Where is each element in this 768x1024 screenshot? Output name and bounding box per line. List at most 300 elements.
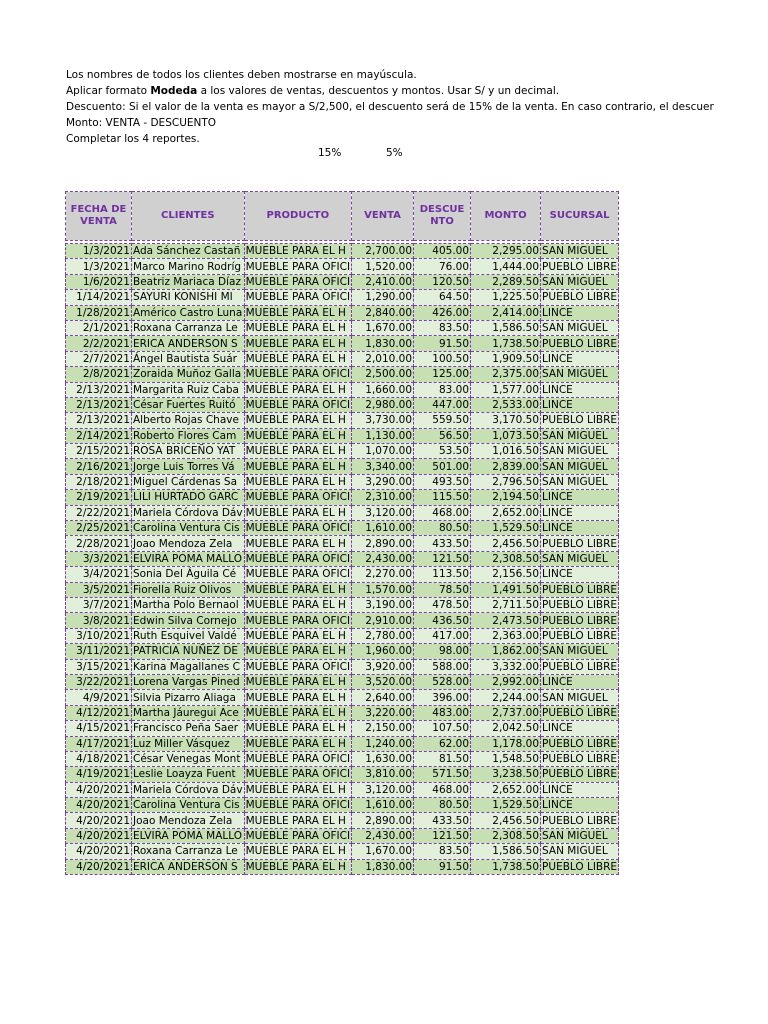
cell-venta[interactable]: 1,660.00 [352,382,414,397]
cell-descuento[interactable]: 433.50 [414,536,471,551]
cell-sucursal[interactable]: SAN MIGUEL [541,320,619,335]
cell-descuento[interactable]: 121.50 [414,828,471,843]
cell-descuento[interactable]: 78.50 [414,582,471,597]
cell-monto[interactable]: 2,839.00 [471,459,541,474]
cell-monto[interactable]: 1,529.50 [471,798,541,813]
cell-venta[interactable]: 3,520.00 [352,674,414,689]
cell-monto[interactable]: 2,796.50 [471,474,541,489]
cell-cliente[interactable]: Lorena Vargas Pined [132,674,245,689]
cell-sucursal[interactable]: SAN MIGUEL [541,551,619,566]
cell-descuento[interactable]: 483.00 [414,705,471,720]
cell-monto[interactable]: 2,456.50 [471,813,541,828]
cell-cliente[interactable]: Américo Castro Luna [133,306,243,319]
cell-venta[interactable]: 3,810.00 [352,767,414,782]
cell-sucursal[interactable]: LINCE [541,382,619,397]
cell-cliente[interactable]: Alberto Rojas Chave [132,413,245,428]
cell-sucursal[interactable]: SAN MIGUEL [541,367,619,382]
cell-descuento[interactable]: 417.00 [414,628,471,643]
cell-fecha[interactable]: 2/28/2021 [66,536,132,551]
header-fecha[interactable]: FECHA DE VENTA [66,192,132,241]
cell-cliente[interactable]: PATRICIA NUÑEZ DE [132,644,245,659]
cell-descuento[interactable]: 396.00 [414,690,471,705]
cell-venta[interactable]: 2,150.00 [352,721,414,736]
cell-descuento[interactable]: 98.00 [414,644,471,659]
cell-fecha[interactable]: 4/19/2021 [66,767,132,782]
cell-monto[interactable]: 1,073.50 [471,428,541,443]
cell-producto[interactable]: MUEBLE PARA EL H [244,413,351,428]
cell-cliente[interactable]: Silvia Pizarro Aliaga [132,690,245,705]
cell-venta[interactable]: 1,130.00 [352,428,414,443]
cell-sucursal[interactable]: SAN MIGUEL [541,474,619,489]
cell-venta[interactable]: 1,070.00 [352,444,414,459]
cell-producto[interactable]: MUEBLE PARA EL H [244,305,351,320]
cell-fecha[interactable]: 3/8/2021 [66,613,132,628]
cell-monto[interactable]: 2,375.00 [471,367,541,382]
cell-venta[interactable]: 2,980.00 [352,397,414,412]
cell-monto[interactable]: 2,737.00 [471,705,541,720]
cell-cliente[interactable]: Jorge Luis Torres Vá [132,459,245,474]
cell-fecha[interactable]: 3/4/2021 [66,567,132,582]
cell-venta[interactable]: 1,610.00 [352,798,414,813]
cell-fecha[interactable]: 3/7/2021 [66,597,132,612]
cell-fecha[interactable]: 2/13/2021 [66,397,132,412]
cell-sucursal[interactable]: PUEBLO LIBRE [542,753,618,766]
cell-producto[interactable]: MUEBLE PARA OFICI [245,660,351,673]
cell-producto[interactable]: MUEBLE PARA EL H [244,320,351,335]
cell-descuento[interactable]: 115.50 [414,490,471,505]
cell-venta[interactable]: 1,960.00 [352,644,414,659]
cell-descuento[interactable]: 56.50 [414,428,471,443]
cell-monto[interactable]: 2,308.50 [471,828,541,843]
cell-descuento[interactable]: 436.50 [414,613,471,628]
cell-producto[interactable]: MUEBLE PARA OFICI [245,275,351,288]
cell-descuento[interactable]: 405.00 [414,244,471,259]
cell-sucursal[interactable]: LINCE [541,505,619,520]
cell-cliente[interactable]: SAYURI KONISHI MI [132,290,245,305]
cell-producto[interactable]: MUEBLE PARA EL H [244,705,351,720]
instruction-line-5: Completar los 4 reportes. [66,133,200,145]
cell-fecha[interactable]: 2/16/2021 [66,459,132,474]
cell-fecha[interactable]: 2/2/2021 [66,336,132,351]
cell-sucursal[interactable]: SAN MIGUEL [541,274,619,289]
cell-cliente[interactable]: LILI HURTADO GARC [132,490,245,505]
cell-descuento[interactable]: 81.50 [414,751,471,766]
cell-producto[interactable]: MUEBLE PARA EL H [244,690,351,705]
cell-sucursal[interactable]: LINCE [541,521,619,536]
cell-sucursal[interactable]: LINCE [541,305,619,320]
cell-fecha[interactable]: 2/1/2021 [66,320,132,335]
cell-monto[interactable]: 2,289.50 [471,274,541,289]
cell-cliente[interactable]: Ángel Bautista Suár [132,351,245,366]
cell-sucursal[interactable]: PUEBLO LIBRE [542,414,618,427]
cell-sucursal[interactable]: SAN MIGUEL [541,444,619,459]
cell-descuento[interactable]: 447.00 [414,397,471,412]
cell-cliente[interactable]: Mariela Córdova Dáv [133,506,243,519]
header-clientes[interactable]: CLIENTES [132,192,245,241]
cell-producto[interactable]: MUEBLE PARA EL H [244,428,351,443]
cell-fecha[interactable]: 4/18/2021 [66,751,132,766]
cell-venta[interactable]: 2,700.00 [352,244,414,259]
cell-descuento[interactable]: 528.00 [414,674,471,689]
cell-producto[interactable]: MUEBLE PARA EL H [244,736,351,751]
cell-monto[interactable]: 1,586.50 [471,320,541,335]
cell-venta[interactable]: 2,430.00 [352,828,414,843]
cell-producto[interactable]: MUEBLE PARA EL H [244,351,351,366]
cell-descuento[interactable]: 53.50 [414,444,471,459]
cell-descuento[interactable]: 120.50 [414,274,471,289]
cell-cliente[interactable]: Miguel Cárdenas Sa [132,474,245,489]
cell-venta[interactable]: 2,890.00 [352,536,414,551]
cell-venta[interactable]: 1,670.00 [352,844,414,859]
cell-cliente[interactable]: Luz Miller Vásquez [132,736,245,751]
cell-sucursal[interactable]: LINCE [541,798,619,813]
cell-venta[interactable]: 3,730.00 [352,413,414,428]
cell-monto[interactable]: 1,225.50 [471,290,541,305]
cell-venta[interactable]: 1,290.00 [352,290,414,305]
cell-cliente[interactable]: ROSA BRICEÑO YAT [132,444,245,459]
cell-venta[interactable]: 3,340.00 [352,459,414,474]
cell-sucursal[interactable]: LINCE [541,351,619,366]
cell-venta[interactable]: 2,890.00 [352,813,414,828]
cell-cliente[interactable]: Marco Marino Rodríg [132,259,245,274]
cell-venta[interactable]: 2,010.00 [352,351,414,366]
table-row [66,521,619,536]
cell-monto[interactable]: 2,295.00 [471,244,541,259]
cell-monto[interactable]: 1,738.50 [471,859,541,874]
cell-monto[interactable]: 2,156.50 [471,567,541,582]
cell-fecha[interactable]: 2/22/2021 [66,505,132,520]
cell-producto[interactable]: MUEBLE PARA OFICI [245,260,351,273]
cell-cliente[interactable]: Zoraida Muñoz Galla [132,367,245,382]
cell-venta[interactable]: 1,570.00 [352,582,414,597]
cell-monto[interactable]: 1,529.50 [471,521,541,536]
cell-producto[interactable]: MUEBLE PARA OFICI [245,553,351,565]
cell-descuento[interactable]: 121.50 [414,551,471,566]
cell-fecha[interactable]: 3/22/2021 [66,674,132,689]
cell-producto[interactable]: MUEBLE PARA EL H [244,597,351,612]
cell-venta[interactable]: 3,120.00 [352,505,414,520]
cell-producto[interactable]: MUEBLE PARA EL H [244,859,351,874]
cell-sucursal[interactable]: PUEBLO LIBRE [542,629,618,642]
cell-producto[interactable]: MUEBLE PARA EL H [244,474,351,489]
cell-sucursal[interactable]: PUEBLO LIBRE [542,599,618,612]
cell-fecha[interactable]: 2/14/2021 [66,428,132,443]
cell-fecha[interactable]: 1/3/2021 [66,259,132,274]
cell-fecha[interactable]: 1/3/2021 [66,244,132,259]
cell-monto[interactable]: 1,548.50 [471,751,541,766]
cell-cliente[interactable]: ELVIRA POMA MALLO [132,551,245,566]
cell-cliente[interactable]: Ruth Esquivel Valdé [132,628,245,643]
percent-low-cell[interactable]: 5% [386,147,403,159]
cell-venta[interactable]: 1,610.00 [352,521,414,536]
cell-fecha[interactable]: 4/20/2021 [66,828,132,843]
cell-sucursal[interactable]: SAN MIGUEL [541,244,619,259]
cell-producto[interactable]: MUEBLE PARA OFICI [245,368,351,381]
cell-monto[interactable]: 2,194.50 [471,490,541,505]
cell-producto[interactable]: MUEBLE PARA OFICI [245,399,351,412]
cell-monto[interactable]: 3,170.50 [471,413,541,428]
cell-cliente[interactable]: Martha Jáuregui Ace [132,705,245,720]
cell-fecha[interactable]: 2/7/2021 [66,351,132,366]
cell-descuento[interactable]: 468.00 [414,782,471,797]
cell-venta[interactable]: 1,240.00 [352,736,414,751]
cell-fecha[interactable]: 4/9/2021 [66,690,132,705]
cell-sucursal[interactable]: LINCE [541,782,619,797]
cell-sucursal[interactable]: PUEBLO LIBRE [542,337,618,350]
cell-producto[interactable]: MUEBLE PARA OFICI [245,799,351,812]
cell-venta[interactable]: 2,270.00 [352,567,414,582]
header-producto[interactable]: PRODUCTO [244,192,351,241]
cell-monto[interactable]: 1,862.00 [471,644,541,659]
cell-venta[interactable]: 1,670.00 [352,320,414,335]
cell-monto[interactable]: 1,444.00 [471,259,541,274]
cell-descuento[interactable]: 83.00 [414,382,471,397]
cell-fecha[interactable]: 2/18/2021 [66,474,132,489]
cell-descuento[interactable]: 62.00 [414,736,471,751]
cell-monto[interactable]: 1,016.50 [471,444,541,459]
cell-sucursal[interactable]: SAN MIGUEL [541,828,619,843]
cell-monto[interactable]: 2,711.50 [471,597,541,612]
cell-cliente[interactable]: César Venegas Mont [132,751,245,766]
cell-fecha[interactable]: 2/19/2021 [66,490,132,505]
cell-cliente[interactable]: Leslie Loayza Fuent [132,767,245,782]
cell-venta[interactable]: 1,830.00 [352,336,414,351]
cell-producto[interactable]: MUEBLE PARA EL H [244,382,351,397]
cell-monto[interactable]: 2,414.00 [471,305,541,320]
cell-cliente[interactable]: Ada Sánchez Castañ [132,244,245,259]
cell-sucursal[interactable]: SAN MIGUEL [541,428,619,443]
cell-cliente[interactable]: Joao Mendoza Zela [132,813,245,828]
cell-producto[interactable]: MUEBLE PARA OFICI [245,614,351,627]
cell-producto[interactable]: MUEBLE PARA EL H [244,459,351,474]
cell-fecha[interactable]: 2/13/2021 [66,382,132,397]
cell-monto[interactable]: 2,533.00 [471,397,541,412]
cell-sucursal[interactable]: PUEBLO LIBRE [542,583,618,596]
cell-monto[interactable]: 1,738.50 [471,336,541,351]
cell-venta[interactable]: 2,910.00 [352,613,414,628]
cell-fecha[interactable]: 4/17/2021 [66,736,132,751]
cell-sucursal[interactable]: PUEBLO LIBRE [542,614,618,627]
cell-sucursal[interactable]: PUEBLO LIBRE [542,768,618,781]
cell-producto[interactable]: MUEBLE PARA EL H [244,505,351,520]
cell-descuento[interactable]: 83.50 [414,320,471,335]
cell-sucursal[interactable]: PUEBLO LIBRE [542,260,618,273]
cell-monto[interactable]: 2,992.00 [471,674,541,689]
cell-descuento[interactable]: 83.50 [414,844,471,859]
cell-descuento[interactable]: 91.50 [414,859,471,874]
cell-cliente[interactable]: Fiorella Ruiz Olivos [132,582,245,597]
cell-producto[interactable]: MUEBLE PARA EL H [244,336,351,351]
cell-sucursal[interactable]: LINCE [541,490,619,505]
cell-sucursal[interactable]: PUEBLO LIBRE [542,737,618,750]
cell-fecha[interactable]: 4/20/2021 [66,798,132,813]
cell-sucursal[interactable]: PUEBLO LIBRE [542,291,618,304]
cell-sucursal[interactable]: LINCE [541,567,619,582]
cell-fecha[interactable]: 4/20/2021 [66,844,132,859]
cell-sucursal[interactable]: PUEBLO LIBRE [542,660,618,673]
cell-producto[interactable]: MUEBLE PARA EL H [244,444,351,459]
cell-descuento[interactable]: 478.50 [414,597,471,612]
cell-fecha[interactable]: 4/20/2021 [66,813,132,828]
cell-producto[interactable]: MUEBLE PARA OFICI [245,753,351,766]
cell-fecha[interactable]: 2/25/2021 [66,521,132,536]
cell-descuento[interactable]: 113.50 [414,567,471,582]
cell-venta[interactable]: 2,640.00 [352,690,414,705]
cell-cliente[interactable]: Karina Magallanes C [132,659,245,674]
header-sucursal[interactable]: SUCURSAL [541,192,619,241]
cell-cliente[interactable]: Edwin Silva Cornejo [132,613,245,628]
cell-sucursal[interactable]: SAN MIGUEL [541,644,619,659]
cell-sucursal[interactable]: SAN MIGUEL [541,844,619,859]
cell-monto[interactable]: 2,308.50 [471,551,541,566]
cell-cliente[interactable]: Beatriz Mariaca Díaz [132,274,245,289]
cell-venta[interactable]: 2,430.00 [352,551,414,566]
cell-fecha[interactable]: 1/14/2021 [66,290,132,305]
cell-monto[interactable]: 3,332.00 [471,659,541,674]
cell-monto[interactable]: 2,652.00 [471,782,541,797]
cell-monto[interactable]: 2,652.00 [471,505,541,520]
cell-monto[interactable]: 3,238.50 [471,767,541,782]
cell-producto[interactable]: MUEBLE PARA EL H [244,582,351,597]
cell-fecha[interactable]: 3/11/2021 [66,644,132,659]
cell-venta[interactable]: 2,840.00 [352,305,414,320]
cell-fecha[interactable]: 2/8/2021 [66,367,132,382]
cell-venta[interactable]: 2,780.00 [352,628,414,643]
cell-monto[interactable]: 1,909.50 [471,351,541,366]
cell-cliente[interactable]: Martha Polo Bernaol [132,597,245,612]
cell-producto[interactable]: MUEBLE PARA OFICI [245,830,351,843]
cell-monto[interactable]: 1,586.50 [471,844,541,859]
cell-fecha[interactable]: 4/15/2021 [66,721,132,736]
cell-producto[interactable]: MUEBLE PARA OFICI [245,768,351,781]
cell-producto[interactable]: MUEBLE PARA OFICI [245,568,351,581]
header-descuento[interactable]: DESCUE NTO [414,192,471,241]
cell-monto[interactable]: 2,042.50 [471,721,541,736]
cell-venta[interactable]: 2,410.00 [352,274,414,289]
cell-venta[interactable]: 3,290.00 [352,474,414,489]
cell-sucursal[interactable]: SAN MIGUEL [541,459,619,474]
cell-descuento[interactable]: 91.50 [414,336,471,351]
cell-fecha[interactable]: 3/3/2021 [66,551,132,566]
cell-cliente[interactable]: Sonia Del Águila Cé [132,567,245,582]
cell-descuento[interactable]: 588.00 [414,659,471,674]
cell-sucursal[interactable]: PUEBLO LIBRE [542,814,618,827]
cell-descuento[interactable]: 468.00 [414,505,471,520]
cell-descuento[interactable]: 559.50 [414,413,471,428]
cell-cliente[interactable]: Roberto Flores Cam [132,428,245,443]
cell-sucursal[interactable]: PUEBLO LIBRE [542,537,618,550]
cell-producto[interactable]: MUEBLE PARA EL H [244,844,351,859]
cell-sucursal[interactable]: SAN MIGUEL [541,690,619,705]
cell-monto[interactable]: 2,244.00 [471,690,541,705]
cell-producto[interactable]: MUEBLE PARA EL H [244,536,351,551]
instruction-line-2: Aplicar formato Modeda a los valores de ventas, descuentos y montos. Usar S/ y un decimal. [66,85,560,97]
cell-monto[interactable]: 1,178.00 [471,736,541,751]
cell-sucursal[interactable]: LINCE [541,397,619,412]
header-venta[interactable]: VENTA [352,192,414,241]
cell-producto[interactable]: MUEBLE PARA EL H [244,628,351,643]
cell-producto[interactable]: MUEBLE PARA EL H [244,644,351,659]
cell-descuento[interactable]: 107.50 [414,721,471,736]
cell-producto[interactable]: MUEBLE PARA EL H [244,721,351,736]
cell-sucursal[interactable]: PUEBLO LIBRE [542,706,618,719]
cell-cliente[interactable]: Margarita Ruiz Caba [132,382,245,397]
cell-producto[interactable]: MUEBLE PARA OFICI [245,291,351,304]
cell-fecha[interactable]: 3/15/2021 [66,659,132,674]
cell-cliente[interactable]: Carolina Ventura Cis [132,521,245,536]
table-row [66,721,619,736]
cell-sucursal[interactable]: LINCE [541,721,619,736]
cell-descuento[interactable]: 76.00 [414,259,471,274]
cell-monto[interactable]: 2,363.00 [471,628,541,643]
cell-fecha[interactable]: 4/12/2021 [66,705,132,720]
cell-cliente[interactable]: César Fuertes Ruitó [132,397,245,412]
cell-cliente[interactable]: ELVIRA POMA MALLO [132,828,245,843]
cell-fecha[interactable]: 3/5/2021 [66,582,132,597]
cell-fecha[interactable]: 3/10/2021 [66,628,132,643]
cell-venta[interactable]: 1,830.00 [352,859,414,874]
cell-producto[interactable]: MUEBLE PARA EL H [244,813,351,828]
cell-descuento[interactable]: 426.00 [414,305,471,320]
cell-monto[interactable]: 1,577.00 [471,382,541,397]
cell-descuento[interactable]: 125.00 [414,367,471,382]
cell-sucursal[interactable]: LINCE [541,674,619,689]
cell-venta[interactable]: 3,190.00 [352,597,414,612]
cell-descuento[interactable]: 433.50 [414,813,471,828]
cell-venta[interactable]: 2,500.00 [352,367,414,382]
cell-descuento[interactable]: 493.50 [414,474,471,489]
cell-cliente[interactable]: Carolina Ventura Cis [132,798,245,813]
cell-fecha[interactable]: 1/6/2021 [66,274,132,289]
cell-venta[interactable]: 1,520.00 [352,259,414,274]
cell-cliente[interactable]: ERICA ANDERSON S [132,859,245,874]
cell-cliente[interactable]: Roxana Carranza Le [132,320,245,335]
cell-cliente[interactable]: Mariela Córdova Dáv [133,783,243,796]
cell-cliente[interactable]: Francisco Peña Saer [132,721,245,736]
cell-cliente[interactable]: Roxana Carranza Le [132,844,245,859]
cell-venta[interactable]: 3,920.00 [352,659,414,674]
cell-venta[interactable]: 3,220.00 [352,705,414,720]
cell-producto[interactable]: MUEBLE PARA EL H [244,674,351,689]
cell-venta[interactable]: 1,630.00 [352,751,414,766]
cell-monto[interactable]: 2,456.50 [471,536,541,551]
cell-descuento[interactable]: 80.50 [414,798,471,813]
percent-high-cell[interactable]: 15% [318,147,342,159]
cell-monto[interactable]: 2,473.50 [471,613,541,628]
cell-monto[interactable]: 1,491.50 [471,582,541,597]
header-monto[interactable]: MONTO [471,192,541,241]
cell-fecha[interactable]: 2/15/2021 [66,444,132,459]
cell-cliente[interactable]: Joao Mendoza Zela [132,536,245,551]
cell-venta[interactable]: 2,310.00 [352,490,414,505]
cell-producto[interactable]: MUEBLE PARA EL H [244,782,351,797]
cell-descuento[interactable]: 501.00 [414,459,471,474]
cell-fecha[interactable]: 4/20/2021 [66,859,132,874]
cell-fecha[interactable]: 4/20/2021 [66,782,132,797]
cell-producto[interactable]: MUEBLE PARA EL H [244,244,351,259]
cell-descuento[interactable]: 64.50 [414,290,471,305]
cell-descuento[interactable]: 100.50 [414,351,471,366]
cell-producto[interactable]: MUEBLE PARA OFICI [245,522,351,535]
cell-descuento[interactable]: 80.50 [414,521,471,536]
cell-fecha[interactable]: 2/13/2021 [66,413,132,428]
cell-descuento[interactable]: 571.50 [414,767,471,782]
cell-cliente[interactable]: ERICA ANDERSON S [132,336,245,351]
cell-producto[interactable]: MUEBLE PARA OFICI [245,491,351,504]
cell-venta[interactable]: 3,120.00 [352,782,414,797]
cell-fecha[interactable]: 1/28/2021 [66,305,132,320]
cell-sucursal[interactable]: PUEBLO LIBRE [542,860,618,873]
